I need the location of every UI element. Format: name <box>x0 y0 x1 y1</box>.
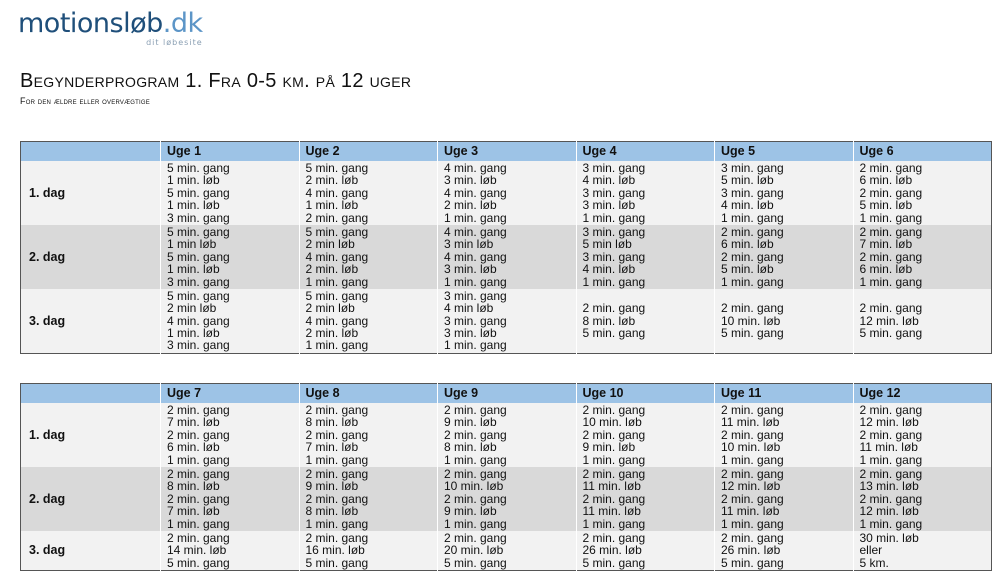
workout-step: 5 km. <box>859 555 889 570</box>
workout-step: 2 min. løb <box>305 262 359 277</box>
week-header: Uge 7 <box>161 384 300 404</box>
workout-step: 1 min. gang <box>444 274 507 289</box>
workout-step: 5 min. gang <box>305 224 369 239</box>
workout-step: 3 min. gang <box>582 161 646 175</box>
workout-step: 3 min løb <box>444 237 494 252</box>
workout-cell <box>161 161 300 225</box>
workout-step: 8 min. løb <box>305 504 359 519</box>
workout-step: 5 min. gang <box>167 224 230 239</box>
workout-step: 2 min. gang <box>721 466 784 481</box>
workout-cell <box>161 531 300 571</box>
workout-step: 2 min. gang <box>721 403 784 417</box>
workout-step: 2 min. gang <box>444 403 507 417</box>
workout-step: 2 min. gang <box>305 427 369 442</box>
workout-step: 2 min. gang <box>167 491 230 506</box>
workout-step: 5 min. gang <box>167 161 230 175</box>
workout-cell <box>438 531 577 571</box>
workout-step: 5 min. gang <box>859 326 923 341</box>
workout-step: 4 min. gang <box>444 161 507 175</box>
workout-step: 1 min. gang <box>859 452 923 467</box>
day-label: 1. dag <box>21 161 161 225</box>
workout-step: 6 min. løb <box>167 440 220 455</box>
week-header: Uge 11 <box>715 384 854 404</box>
workout-step: 9 min. løb <box>444 504 497 519</box>
workout-step: 2 min. gang <box>167 466 230 481</box>
workout-step: 1 min. gang <box>305 516 369 531</box>
workout-cell <box>299 467 438 531</box>
workout-step: 7 min. løb <box>167 415 220 430</box>
workout-step: 3 min. gang <box>167 274 230 289</box>
workout-step: 4 min. løb <box>721 198 774 213</box>
workout-cell <box>853 403 992 467</box>
workout-step: 4 min. gang <box>305 185 369 200</box>
workout-step: 14 min. løb <box>167 543 227 558</box>
logo <box>18 8 203 47</box>
workout-step: 10 min. løb <box>582 415 642 430</box>
week-header: Uge 3 <box>438 142 577 162</box>
workout-step: 5 min. gang <box>582 555 646 570</box>
workout-cell <box>715 225 854 289</box>
workout-step: 2 min. gang <box>582 530 646 545</box>
workout-cell <box>576 467 715 531</box>
workout-step: 7 min. løb <box>859 237 913 252</box>
logo-tagline: dit løbesite <box>146 38 203 47</box>
week-header: Uge 1 <box>161 142 300 162</box>
page-title: Begynderprogram 1. Fra 0-5 km. på 12 uger <box>20 70 412 92</box>
workout-cell <box>161 289 300 353</box>
workout-step: 4 min. gang <box>444 185 507 200</box>
workout-step: 11 min. løb <box>859 440 918 455</box>
day-label: 1. dag <box>21 403 161 467</box>
workout-cell <box>299 225 438 289</box>
workout-step: 6 min. løb <box>721 237 774 252</box>
week-header: Uge 2 <box>299 142 438 162</box>
workout-step: 26 min. løb <box>721 543 781 558</box>
week-header: Uge 5 <box>715 142 854 162</box>
workout-cell <box>715 289 854 353</box>
week-header: Uge 9 <box>438 384 577 404</box>
workout-cell <box>576 403 715 467</box>
workout-step: 1 min. gang <box>444 516 507 531</box>
workout-step: 2 min. gang <box>721 301 784 316</box>
workout-step: 1 min. gang <box>582 452 646 467</box>
workout-cell <box>715 467 854 531</box>
workout-cell <box>438 403 577 467</box>
workout-step: 2 min. gang <box>859 301 923 316</box>
workout-step: 3 min. gang <box>721 161 784 175</box>
workout-step: 2 min. gang <box>859 403 923 417</box>
workout-step: 4 min. løb <box>582 173 636 188</box>
workout-step: 3 min. løb <box>444 173 497 188</box>
workout-step: 2 min. gang <box>444 427 507 442</box>
workout-step: 3 min. gang <box>444 313 507 328</box>
workout-step: 1 min. gang <box>582 516 646 531</box>
week-header: Uge 4 <box>576 142 715 162</box>
workout-step: 4 min. gang <box>305 249 369 264</box>
workout-step: 1 min. gang <box>444 210 507 225</box>
workout-step: 1 min. gang <box>859 210 923 225</box>
workout-step: 1 min. gang <box>305 338 369 353</box>
workout-step: 2 min. gang <box>582 301 646 316</box>
workout-step: 9 min. løb <box>444 415 497 430</box>
workout-step: 5 min. løb <box>721 173 774 188</box>
workout-step: 5 min. gang <box>444 555 507 570</box>
workout-step: 3 min. gang <box>721 185 784 200</box>
workout-step: 4 min løb <box>444 301 494 316</box>
workout-step: 1 min. gang <box>305 452 369 467</box>
workout-step: 4 min. gang <box>444 224 507 239</box>
workout-step: 1 min. gang <box>444 452 507 467</box>
workout-step: 1 min. gang <box>721 516 784 531</box>
workout-step: 2 min. gang <box>582 427 646 442</box>
workout-step: 2 min løb <box>305 237 355 252</box>
table-row <box>21 225 992 289</box>
workout-step: 20 min. løb <box>444 543 504 558</box>
workout-cell <box>438 289 577 353</box>
workout-step: 4 min. gang <box>305 313 369 328</box>
workout-step: 2 min. gang <box>167 427 230 442</box>
workout-cell <box>299 161 438 225</box>
workout-step: 6 min. løb <box>859 262 913 277</box>
workout-step: 2 min. gang <box>582 403 646 417</box>
workout-step: 3 min. gang <box>582 185 646 200</box>
workout-step: 2 min. gang <box>859 249 923 264</box>
workout-step: 2 min. gang <box>305 403 369 417</box>
workout-step: 2 min. løb <box>305 326 359 341</box>
workout-step: 2 min. gang <box>167 403 230 417</box>
workout-step: 2 min. gang <box>859 466 923 481</box>
workout-step: 1 min. løb <box>167 173 220 188</box>
workout-cell <box>853 225 992 289</box>
workout-step: 1 min løb <box>167 237 217 252</box>
workout-cell <box>853 531 992 571</box>
workout-step: 2 min. gang <box>721 491 784 506</box>
workout-step: 3 min. løb <box>582 198 636 213</box>
workout-step: 1 min. gang <box>721 274 784 289</box>
workout-step: 11 min. løb <box>721 415 780 430</box>
workout-step: 2 min. gang <box>859 491 923 506</box>
workout-cell <box>715 161 854 225</box>
workout-cell <box>299 531 438 571</box>
workout-step: 5 min. gang <box>167 185 230 200</box>
workout-step: 4 min. løb <box>582 262 636 277</box>
workout-step: 2 min. gang <box>305 530 369 545</box>
workout-step: 2 min. gang <box>582 491 646 506</box>
day-label: 3. dag <box>21 289 161 353</box>
day-label: 2. dag <box>21 467 161 531</box>
workout-step: 1 min. gang <box>721 452 784 467</box>
workout-step: 1 min. gang <box>582 210 646 225</box>
workout-cell <box>576 161 715 225</box>
workout-step: 4 min. gang <box>444 249 507 264</box>
workout-step: 5 min. gang <box>305 288 369 303</box>
header-corner <box>21 142 161 162</box>
workout-step: 5 min. gang <box>305 555 369 570</box>
workout-step: 3 min. løb <box>444 262 497 277</box>
workout-step: 2 min. gang <box>167 530 230 545</box>
workout-step: 5 min løb <box>582 237 632 252</box>
workout-step: 8 min. løb <box>167 479 220 494</box>
workout-step: 8 min. løb <box>444 440 497 455</box>
workout-step: 3 min. gang <box>167 338 230 353</box>
workout-step: 2 min. gang <box>444 491 507 506</box>
workout-step: 4 min. gang <box>167 313 230 328</box>
day-label: 2. dag <box>21 225 161 289</box>
table-row <box>21 289 992 353</box>
workout-step: 1 min. løb <box>167 326 220 341</box>
workout-cell <box>299 289 438 353</box>
workout-step: 1 min. gang <box>721 210 784 225</box>
workout-step: 1 min. løb <box>167 262 220 277</box>
workout-cell <box>715 531 854 571</box>
workout-step: 1 min. gang <box>167 452 230 467</box>
workout-step: 1 min. gang <box>859 274 923 289</box>
logo-tld: .dk <box>162 8 203 39</box>
workout-step: 5 min. gang <box>305 161 369 175</box>
workout-step: 6 min. løb <box>859 173 913 188</box>
workout-step: 5 min. gang <box>167 555 230 570</box>
workout-step: 5 min. gang <box>582 326 646 341</box>
workout-step: 9 min. løb <box>582 440 636 455</box>
workout-step: 16 min. løb <box>305 543 365 558</box>
workout-cell <box>438 161 577 225</box>
workout-step: 1 min. gang <box>859 516 923 531</box>
workout-step: 3 min. gang <box>167 210 230 225</box>
workout-step: 2 min. gang <box>721 249 784 264</box>
workout-cell <box>853 161 992 225</box>
page-subtitle: For den ældre eller overvægtige <box>20 96 150 106</box>
workout-cell <box>576 289 715 353</box>
workout-step: 11 min. løb <box>582 504 641 519</box>
workout-step: eller <box>859 543 883 558</box>
workout-step: 1 min. gang <box>167 516 230 531</box>
workout-step: 7 min. løb <box>167 504 220 519</box>
workout-step: 2 min. gang <box>305 210 369 225</box>
workout-step: 2 min. gang <box>721 427 784 442</box>
workout-step: 3 min. gang <box>444 288 507 303</box>
workout-step: 2 min. gang <box>859 427 923 442</box>
workout-step: 1 min. gang <box>305 274 369 289</box>
workout-cell <box>161 467 300 531</box>
workout-step: 11 min. løb <box>721 504 780 519</box>
workout-step: 2 min. gang <box>444 466 507 481</box>
workout-step: 2 min. gang <box>859 161 923 175</box>
workout-step: 2 min løb <box>167 301 217 316</box>
header-corner <box>21 384 161 404</box>
workout-step: 2 min. gang <box>859 224 923 239</box>
workout-step: 2 min. gang <box>305 491 369 506</box>
workout-step: 10 min. løb <box>721 440 781 455</box>
workout-step: 12 min. løb <box>859 313 919 328</box>
workout-step: 2 min. gang <box>721 530 784 545</box>
workout-step: 2 min. løb <box>444 198 497 213</box>
workout-step: 2 min. gang <box>444 530 507 545</box>
week-header: Uge 10 <box>576 384 715 404</box>
workout-cell <box>299 403 438 467</box>
workout-step: 13 min. løb <box>859 479 919 494</box>
table-row <box>21 467 992 531</box>
week-header: Uge 8 <box>299 384 438 404</box>
week-header: Uge 12 <box>853 384 992 404</box>
logo-main: motionsløb <box>18 8 163 39</box>
workout-step: 11 min. løb <box>582 479 641 494</box>
workout-step: 12 min. løb <box>859 504 919 519</box>
workout-step: 10 min. løb <box>444 479 504 494</box>
workout-step: 2 min. gang <box>305 466 369 481</box>
workout-step: 5 min. gang <box>721 326 784 341</box>
workout-step: 2 min. gang <box>582 466 646 481</box>
workout-cell <box>438 467 577 531</box>
workout-step: 5 min. løb <box>721 262 774 277</box>
workout-step: 30 min. løb <box>859 530 919 545</box>
workout-cell <box>853 289 992 353</box>
table-row <box>21 403 992 467</box>
workout-step: 12 min. løb <box>859 415 919 430</box>
workout-step: 8 min. løb <box>582 313 636 328</box>
week-header: Uge 6 <box>853 142 992 162</box>
workout-step: 2 min. gang <box>721 224 784 239</box>
workout-step: 2 min. løb <box>305 173 359 188</box>
workout-step: 1 min. løb <box>167 198 220 213</box>
workout-step: 1 min. gang <box>444 338 507 353</box>
workout-step: 1 min. gang <box>582 274 646 289</box>
workout-step: 3 min. gang <box>582 249 646 264</box>
workout-step: 5 min. gang <box>167 249 230 264</box>
day-label: 3. dag <box>21 531 161 571</box>
workout-step: 2 min. gang <box>859 185 923 200</box>
workout-step: 26 min. løb <box>582 543 642 558</box>
workout-cell <box>576 225 715 289</box>
table-header-row <box>21 384 992 404</box>
workout-cell <box>161 403 300 467</box>
schedule-table-weeks-1-6 <box>20 141 992 354</box>
workout-cell <box>576 531 715 571</box>
workout-step: 7 min. løb <box>305 440 359 455</box>
workout-step: 8 min. løb <box>305 415 359 430</box>
workout-step: 2 min løb <box>305 301 355 316</box>
workout-step: 10 min. løb <box>721 313 781 328</box>
workout-step: 5 min. gang <box>167 288 230 303</box>
workout-step: 5 min. løb <box>859 198 913 213</box>
workout-cell <box>853 467 992 531</box>
workout-step: 1 min. løb <box>305 198 359 213</box>
workout-step: 12 min. løb <box>721 479 781 494</box>
table-row <box>21 531 992 571</box>
workout-step: 3 min. løb <box>444 326 497 341</box>
schedule-table-weeks-7-12 <box>20 383 992 571</box>
workout-step: 5 min. gang <box>721 555 784 570</box>
table-header-row <box>21 142 992 162</box>
workout-step: 9 min. løb <box>305 479 359 494</box>
workout-cell <box>438 225 577 289</box>
workout-step: 3 min. gang <box>582 224 646 239</box>
workout-cell <box>161 225 300 289</box>
workout-cell <box>715 403 854 467</box>
table-row <box>21 161 992 225</box>
